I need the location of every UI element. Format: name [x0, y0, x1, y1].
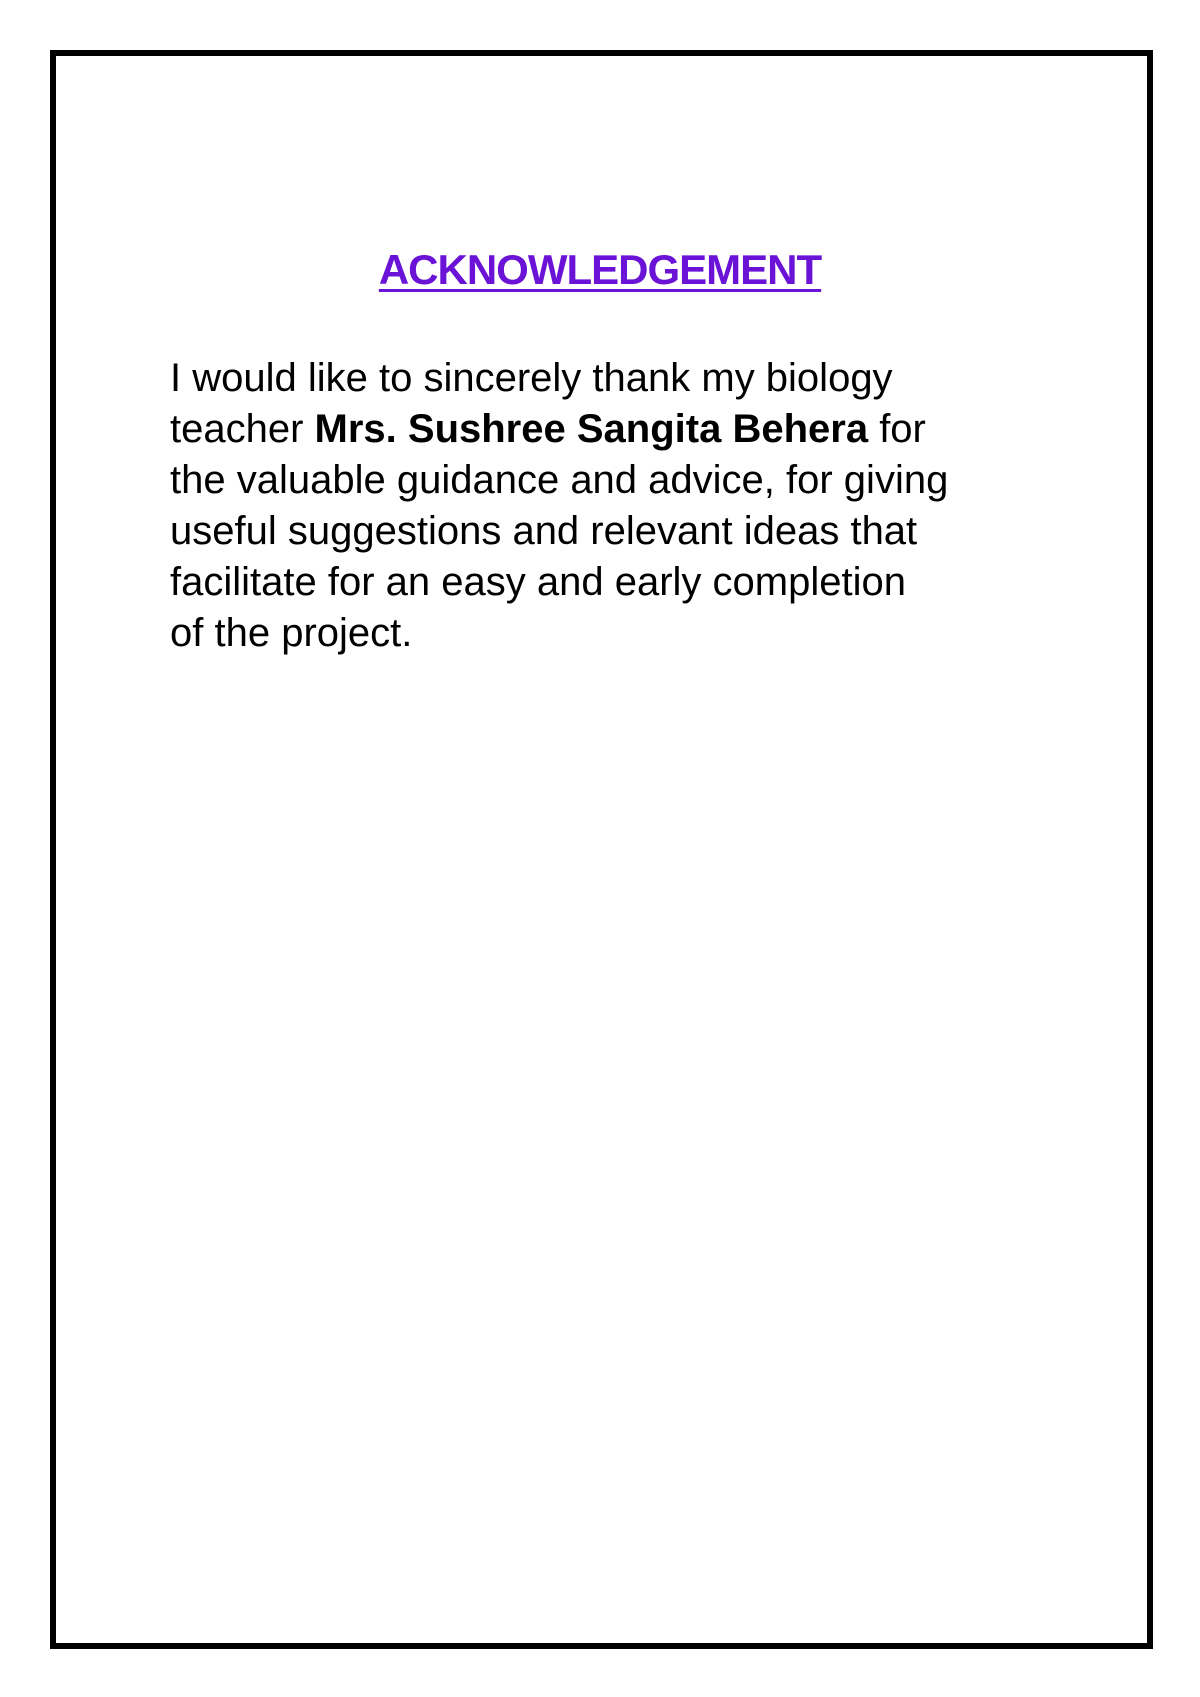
paragraph-line-1: I would like to sincerely thank my biology	[170, 356, 893, 400]
paragraph-line-5: facilitate for an easy and early completion	[170, 560, 906, 604]
paragraph-line-2	[170, 404, 1050, 455]
paragraph-line-4: useful suggestions and relevant ideas that	[170, 509, 918, 553]
paragraph-line-3: the valuable guidance and advice, for giving	[170, 458, 949, 502]
teacher-name: Mrs. Sushree Sangita Behera	[314, 407, 869, 451]
paragraph-line-2-suffix: for	[868, 407, 926, 451]
paragraph-line-2-prefix: teacher	[170, 407, 315, 451]
page-title: ACKNOWLEDGEMENT	[378, 246, 822, 293]
paragraph-line-6: of the project.	[170, 611, 413, 655]
acknowledgement-paragraph	[170, 353, 1050, 659]
